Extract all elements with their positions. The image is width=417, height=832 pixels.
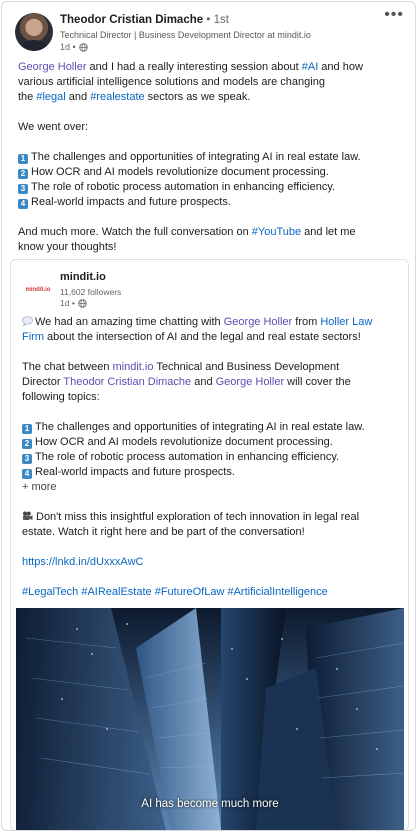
list-item-text: How OCR and AI models revolutionize document processing.: [31, 166, 329, 178]
author-name-line: [60, 14, 229, 26]
shared-paragraph-cta: [22, 510, 402, 540]
shared-post-text: [22, 315, 402, 615]
text-line: [18, 60, 403, 75]
keycap-number-icon: 4: [18, 199, 28, 209]
keycap-number-icon: 2: [18, 169, 28, 179]
author-headline: Technical Director | Business Development Director at mindit.io: [60, 30, 311, 40]
post-paragraph-went-over: [18, 120, 403, 135]
mention-mindit[interactable]: mindit.io: [112, 361, 154, 373]
list-item: [18, 165, 403, 180]
text-line: [22, 510, 402, 525]
post-text: [18, 60, 403, 270]
shared-paragraph-chat: [22, 360, 402, 405]
video-caption: AI has become much more: [141, 798, 279, 810]
company-followers: 11,602 followers: [60, 287, 122, 297]
text-span: Technical and Business Development: [153, 361, 340, 373]
list-item: [22, 450, 402, 465]
text-line: [18, 90, 403, 105]
movie-camera-icon: [22, 511, 33, 521]
list-item-text: Real-world impacts and future prospects.: [31, 196, 231, 208]
list-item: [22, 420, 402, 435]
post-topic-list: [18, 150, 403, 210]
skyscrapers-video-frame: [16, 608, 404, 830]
mention-theodor-cristian-dimache[interactable]: Theodor Cristian Dimache: [63, 376, 192, 388]
speech-bubble-icon: [22, 316, 33, 326]
keycap-number-icon: 3: [22, 454, 32, 464]
company-logo[interactable]: [21, 273, 55, 307]
text-span: The chat between: [22, 361, 113, 373]
hashtag-realestate[interactable]: #realestate: [90, 91, 145, 103]
mention-george-holler[interactable]: George Holler: [215, 376, 285, 388]
list-item: [18, 150, 403, 165]
shared-paragraph-hashtags: [22, 585, 402, 600]
text-span: Director: [22, 376, 64, 388]
shared-paragraph-link: [22, 555, 402, 570]
company-name[interactable]: mindit.io: [60, 271, 106, 283]
author-name[interactable]: Theodor Cristian Dimache: [60, 14, 204, 26]
shared-paragraph-intro: [22, 315, 402, 345]
avatar-shirt: [21, 40, 47, 51]
text-line: [22, 375, 402, 390]
text-span: about the intersection of AI and the legal and real estate sectors!: [44, 331, 361, 343]
list-item: [18, 180, 403, 195]
post-time: 1d •: [60, 42, 76, 52]
shared-link[interactable]: https://lnkd.in/dUxxxAwC: [22, 556, 144, 568]
keycap-number-icon: 4: [22, 469, 32, 479]
keycap-number-icon: 3: [18, 184, 28, 194]
text-line: various artificial intelligence solutions and models are changing: [18, 76, 325, 88]
connection-degree: • 1st: [206, 14, 229, 26]
globe-icon: [78, 299, 87, 308]
text-line: [22, 330, 402, 345]
text-span: and let me: [301, 226, 356, 238]
post-header: [2, 2, 415, 58]
list-item-text: The challenges and opportunities of integrating AI in real estate law.: [31, 151, 361, 163]
text-span: and: [65, 91, 91, 103]
list-item-text: How OCR and AI models revolutionize document processing.: [35, 436, 333, 448]
company-logo-text: mindit.io: [25, 287, 51, 293]
text-line: We went over:: [18, 121, 89, 133]
more-options-icon[interactable]: •••: [384, 6, 404, 23]
keycap-number-icon: 1: [18, 154, 28, 164]
list-item-text: Real-world impacts and future prospects.: [35, 466, 235, 478]
list-item-text: The role of robotic process automation in enhancing efficiency.: [31, 181, 336, 193]
post-card: [1, 1, 416, 831]
mention-holler-law-firm[interactable]: Firm: [22, 331, 44, 343]
globe-icon: [79, 43, 88, 52]
list-item-text: The role of robotic process automation in enhancing efficiency.: [35, 451, 340, 463]
keycap-number-icon: 1: [22, 424, 32, 434]
post-paragraph-outro: [18, 225, 403, 255]
text-line: [22, 360, 402, 375]
text-span: from: [292, 316, 321, 328]
hashtag-list[interactable]: #LegalTech #AIRealEstate #FutureOfLaw #ArtificialIntelligence: [22, 586, 328, 598]
text-span: and: [191, 376, 216, 388]
keycap-number-icon: 2: [22, 439, 32, 449]
text-line: estate. Watch it right here and be part of the conversation!: [22, 526, 305, 538]
list-item: [22, 435, 402, 450]
text-line: know your thoughts!: [18, 241, 117, 253]
text-span: Don't miss this insightful exploration of tech innovation in legal real: [36, 511, 360, 523]
text-span: and how: [318, 61, 363, 73]
list-item: [18, 195, 403, 210]
text-line: following topics:: [22, 391, 100, 403]
shared-post-time: 1d •: [60, 298, 75, 308]
text-span: the: [18, 91, 37, 103]
hashtag-youtube[interactable]: #YouTube: [251, 226, 302, 238]
see-more-button[interactable]: + more: [22, 481, 57, 493]
shared-topic-list: [22, 420, 402, 495]
text-span: We had an amazing time chatting with: [35, 316, 224, 328]
hashtag-legal[interactable]: #legal: [36, 91, 66, 103]
text-span: and I had a really interesting session about: [86, 61, 302, 73]
text-span: will cover the: [284, 376, 351, 388]
text-span: sectors as we speak.: [144, 91, 251, 103]
video-player[interactable]: [16, 608, 404, 830]
post-meta: [60, 42, 88, 52]
text-line: [22, 315, 402, 330]
mention-holler-law-firm[interactable]: Holler Law: [320, 316, 373, 328]
shared-post[interactable]: [10, 259, 409, 831]
author-avatar[interactable]: [15, 13, 53, 51]
hashtag-ai[interactable]: #AI: [301, 61, 319, 73]
text-line: [18, 225, 403, 240]
mention-george-holler[interactable]: George Holler: [18, 61, 87, 73]
text-span: And much more. Watch the full conversation on: [18, 226, 252, 238]
mention-george-holler[interactable]: George Holler: [223, 316, 293, 328]
list-item: [22, 465, 402, 480]
list-item-text: The challenges and opportunities of integrating AI in real estate law.: [35, 421, 365, 433]
post-paragraph-intro: [18, 60, 403, 105]
shared-post-meta: [60, 298, 87, 308]
